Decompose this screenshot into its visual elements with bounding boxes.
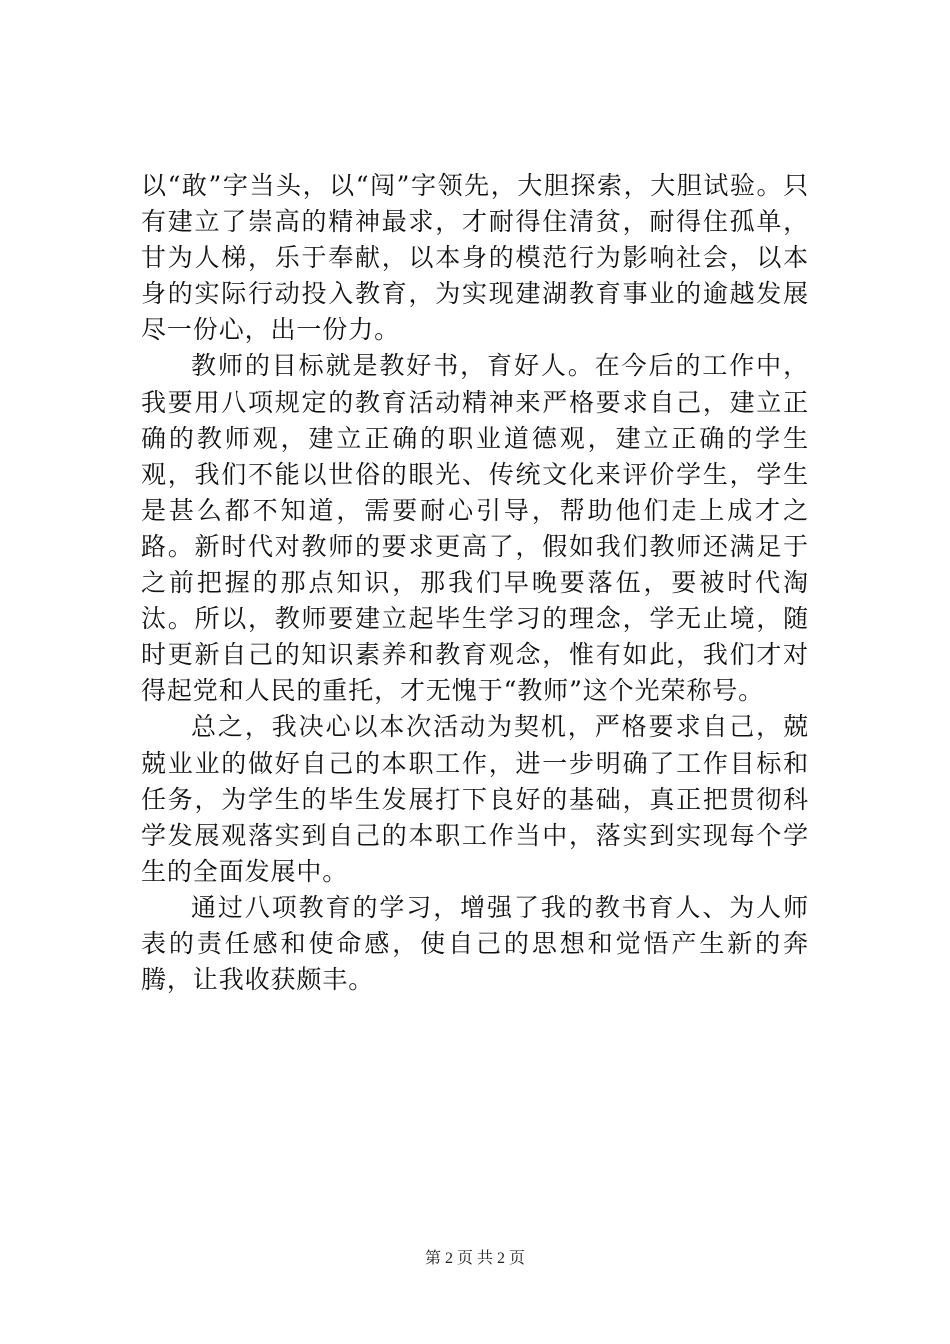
paragraph-3: 总之，我决心以本次活动为契机，严格要求自己，兢兢业业的做好自己的本职工作，进一步明确了工作目标和任务，为学生的毕生发展打下良好的基础，真正把贯彻科学发展观落实到自己的本职工作当中，落实到实现每个学生的全面发展中。: [141, 712, 809, 886]
page-number-footer: 第 2 页 共 2 页: [424, 1250, 525, 1267]
paragraph-1: 以“敢”字当头，以“闯”字领先，大胆探索，大胆试验。只有建立了崇高的精神最求，才耐得住清贫，耐得住孤单，甘为人梯，乐于奉献，以本身的模范行为影响社会，以本身的实际行动投入教育，为实现建湖教育事业的逾越发展尽一份心，出一份力。: [141, 171, 809, 345]
paragraph-2: 教师的目标就是教好书，育好人。在今后的工作中，我要用八项规定的教育活动精神来严格要求自己，建立正确的教师观，建立正确的职业道德观，建立正确的学生观，我们不能以世俗的眼光、传统文化来评价学生，学生是甚么都不知道，需要耐心引导，帮助他们走上成才之路。新时代对教师的要求更高了，假如我们教师还满足于之前把握的那点知识，那我们早晚要落伍，要被时代淘汰。所以，教师要建立起毕生学习的理念，学无止境，随时更新自己的知识素养和教育观念，惟有如此，我们才对得起党和人民的重托，才无愧于“教师”这个光荣称号。: [141, 351, 809, 706]
paragraph-4: 通过八项教育的学习，增强了我的教书育人、为人师表的责任感和使命感，使自己的思想和觉悟产生新的奔腾，让我收获颇丰。: [141, 892, 809, 995]
document-body: [141, 168, 809, 998]
